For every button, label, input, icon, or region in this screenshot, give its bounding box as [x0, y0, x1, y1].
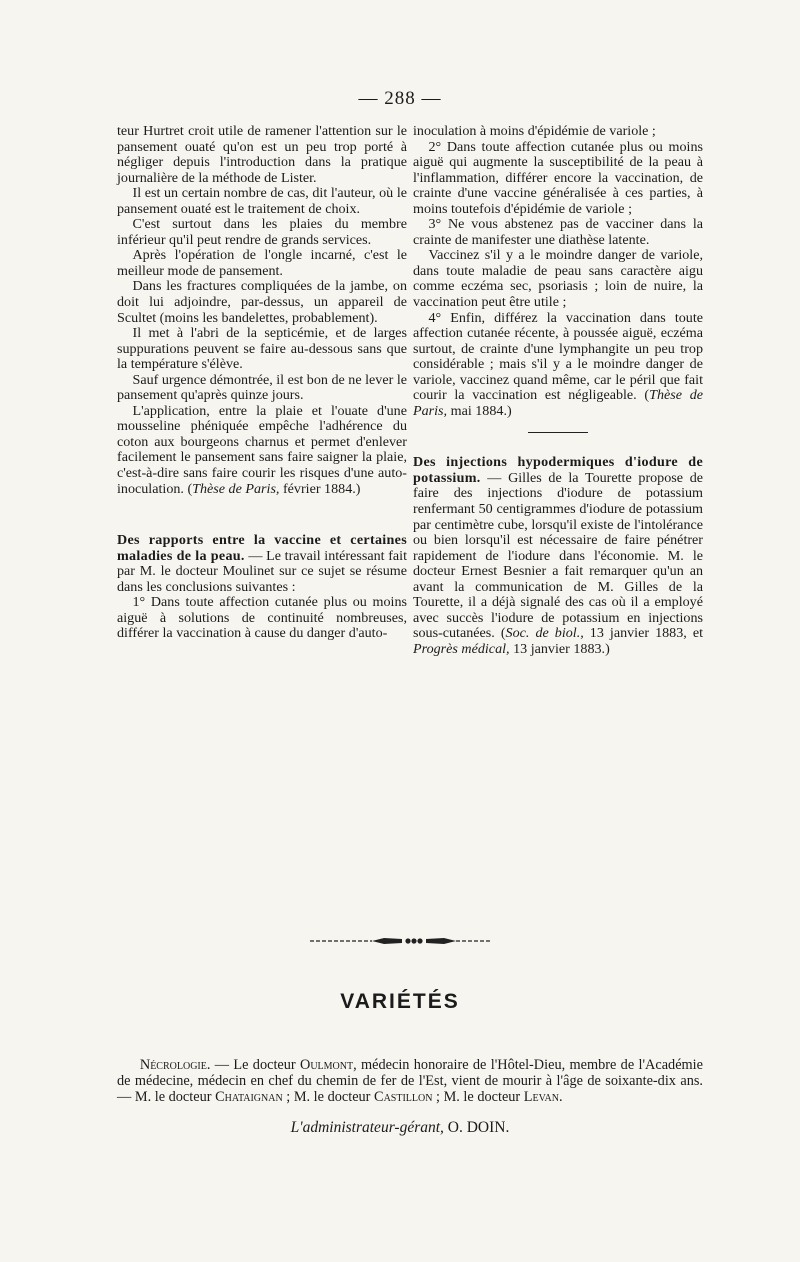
- signature-name: O. DOIN.: [443, 1119, 510, 1136]
- paragraph: 3° Ne vous abstenez pas de vacciner dans la crainte de manifester une diathèse latente.: [413, 216, 703, 248]
- signature-role: L'administrateur-gérant,: [290, 1119, 444, 1136]
- article-paragraph: [413, 455, 703, 657]
- citation: Thèse de Paris,: [192, 480, 280, 497]
- citation-date: mai 1884.): [447, 402, 512, 419]
- article-heading: Des injections hypodermiques d'iodure de potassium.: [413, 454, 703, 486]
- paragraph: [413, 311, 703, 420]
- person-name: Levan: [523, 1089, 559, 1106]
- notice-text: — Le docteur: [210, 1057, 301, 1074]
- article-paragraph: [117, 533, 407, 595]
- article-heading: Des rapports entre la vaccine et certaines maladies de la peau.: [117, 532, 407, 564]
- necrology-notice: [117, 1057, 703, 1105]
- paragraph: Sauf urgence démontrée, il est bon de ne lever le pansement qu'après quinze jours.: [117, 371, 407, 404]
- signature: [0, 1119, 800, 1137]
- spacer: [117, 497, 407, 533]
- section-title: VARIÉTÉS: [340, 990, 460, 1013]
- paragraph: Il met à l'abri de la septicémie, et de larges suppurations peuvent se faire au-dessous sans que la température s'élève.: [117, 325, 407, 373]
- paragraph: Dans les fractures compliquées de la jambe, on doit lui adjoindre, par-dessus, un appareil de Scultet (moins les bandelettes, probablement).: [117, 278, 407, 326]
- person-name: Chataignan: [215, 1089, 283, 1106]
- person-name: Oulmont: [300, 1057, 354, 1074]
- paragraph: Vaccinez s'il y a le moindre danger de variole, dans toute maladie de peau sans caractère aigu comme eczéma sec, psoriasis ; loin de nuire, la vaccination peut être utile ;: [413, 247, 703, 311]
- citation-date: 13 janvier 1883.): [509, 640, 610, 657]
- citation: Progrès médical,: [413, 640, 510, 657]
- citation-date: février 1884.): [279, 480, 361, 497]
- notice-text: , médecin honoraire de l'Hôtel-Dieu, membre de l'Académie de médecine, médecin en chef du chemin de fer de l'Est, vient de mourir à l'âge de soixante-dix ans. — M. le docteur: [117, 1057, 703, 1106]
- citation: Thèse de Paris,: [413, 387, 703, 419]
- paragraph: C'est surtout dans les plaies du membre inférieur qu'il peut rendre de grands services.: [117, 216, 407, 248]
- notice-text: .: [559, 1089, 563, 1106]
- ornament-divider: [310, 937, 490, 945]
- article-text: — Gilles de la Tourette propose de faire des injections d'iodure de potassium renfermant 50 centigrammes d'iodure de potassium par centimètre cube, lorsqu'il existe de l'intolérance ou bien lorsqu'il est nécessaire de faire pénétrer rapidement de l'iodure dans l'économie. M. le docteur Ernest Besnier a fait remarquer qu'un an avant la communication de M. Gilles de la Tourette, il a déjà signalé des cas où il a employé avec succès l'iodure de potassium en injections sous-cutanées. (: [413, 469, 703, 642]
- paragraph: [117, 404, 407, 497]
- paragraph: Il est un certain nombre de cas, dit l'auteur, où le pansement ouaté est le traitement de choix.: [117, 185, 407, 217]
- right-column: [413, 124, 703, 658]
- article-intro: — Le travail intéressant fait par M. le docteur Moulinet sur ce sujet se résume dans les conclusions suivantes :: [117, 547, 407, 595]
- paragraph-text: 4° Enfin, différez la vaccination dans toute affection cutanée récente, à poussée aiguë, eczéma surtout, de crainte d'une lymphangite un peu trop considérable ; mais s'il y a le moindre danger de variole, vaccinez quand même, car le péril que fait courir la vaccination est négligeable. (: [413, 309, 703, 404]
- paragraph: inoculation à moins d'épidémie de variole ;: [413, 123, 656, 139]
- notice-label: Nécrologie.: [139, 1057, 211, 1074]
- paragraph-text: L'application, entre la plaie et l'ouate d'une mousseline phéniquée empêche l'adhérence du coton aux bourgeons charnus et permet d'enlever facilement le pansement sans faire saigner la plaie, c'est-à-dire sans faire courir les risques d'une auto-inoculation. (: [117, 402, 407, 497]
- paragraph: 1° Dans toute affection cutanée plus ou moins aiguë à solutions de continuité nombreuses, différer la vaccination à cause du danger d'auto-: [117, 594, 407, 642]
- notice-text: ; M. le docteur: [282, 1089, 375, 1106]
- citation: Soc. de biol.,: [505, 625, 584, 642]
- notice-text: ; M. le docteur: [432, 1089, 524, 1106]
- left-column: [117, 124, 407, 642]
- page-number: — 288 —: [358, 88, 442, 109]
- paragraph: teur Hurtret croit utile de ramener l'attention sur le pansement ouaté qu'on est un peu trop porté à négliger depuis l'introduction dans la pratique journalière de la méthode de Lister.: [117, 123, 407, 186]
- person-name: Castillon: [374, 1089, 433, 1106]
- spacer: [413, 433, 703, 455]
- spacer: [413, 419, 703, 432]
- paragraph: Après l'opération de l'ongle incarné, c'est le meilleur mode de pansement.: [117, 247, 407, 279]
- citation-date: 13 janvier 1883, et: [583, 625, 703, 642]
- paragraph: 2° Dans toute affection cutanée plus ou moins aiguë qui augmente la susceptibilité de la peau à l'inflammation, différer encore la vaccination, de crainte d'une vaccine généralisée à ces parties, à moins toutefois d'épidémie de variole ;: [413, 138, 703, 217]
